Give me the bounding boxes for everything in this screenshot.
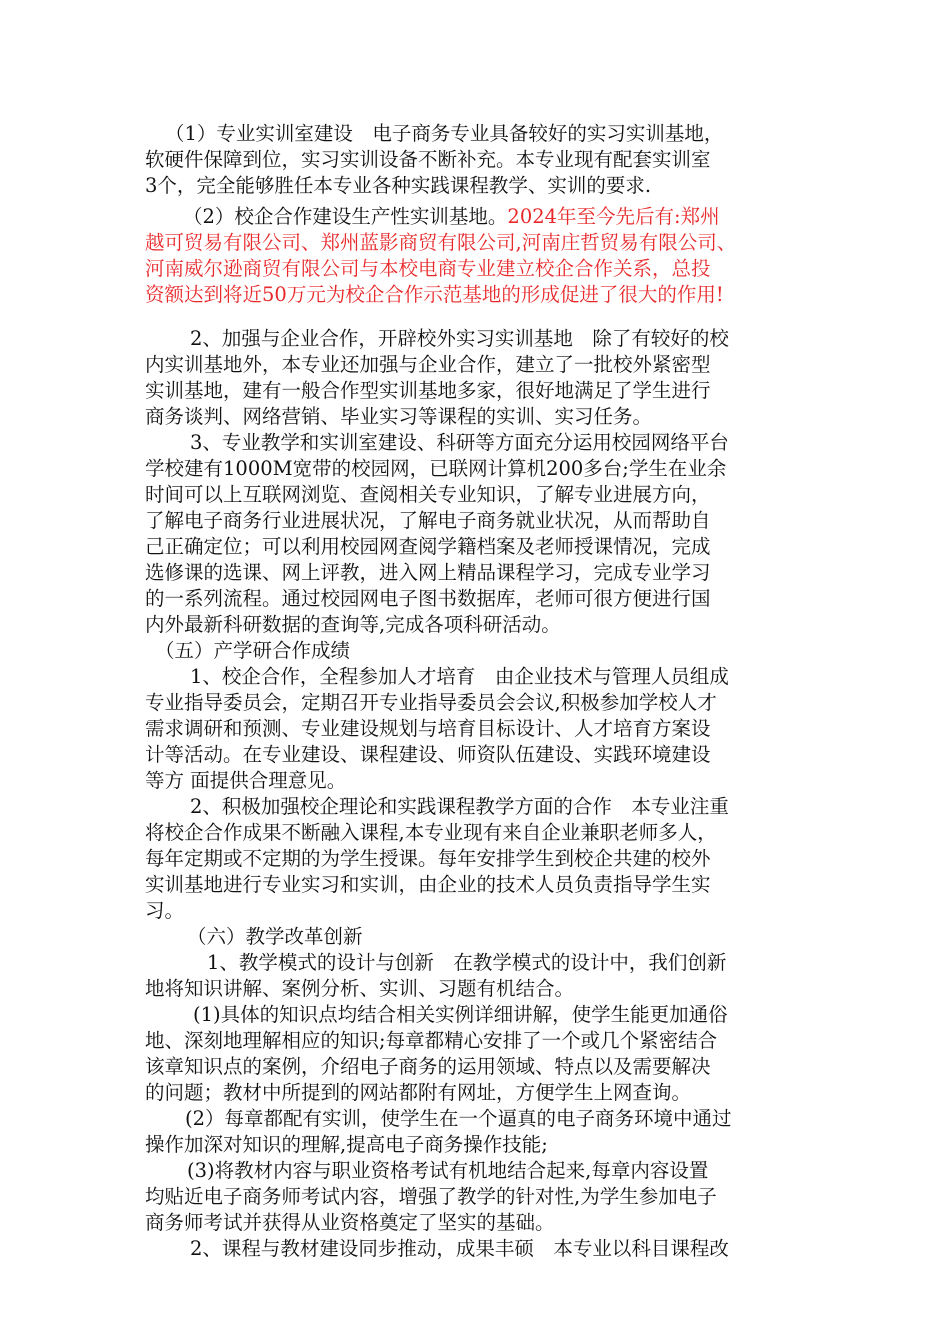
- highlighted-text: 2024年至今先后有:郑州: [507, 205, 720, 228]
- text-line: 操作加深对知识的理解,提高电子商务操作技能;: [145, 1133, 548, 1156]
- text-line: 的问题；教材中所提到的网站都附有网址，方便学生上网查询。: [145, 1081, 692, 1104]
- text-line: （五）产学研合作成绩: [155, 639, 351, 662]
- text-line: 将校企合作成果不断融入课程,本专业现有来自企业兼职老师多人，: [145, 821, 717, 844]
- text-line: 商务师考试并获得从业资格奠定了坚实的基础。: [145, 1211, 555, 1234]
- text-line: 3、专业教学和实训室建设、科研等方面充分运用校园网络平台: [190, 431, 729, 454]
- text-segment: （2）校企合作建设生产性实训基地。: [183, 205, 508, 228]
- text-line: (3)将教材内容与职业资格考试有机地结合起来,每章内容设置: [187, 1159, 709, 1182]
- text-line: 商务谈判、网络营销、毕业实习等课程的实训、实习任务。: [145, 405, 653, 428]
- text-line: 3个，完全能够胜任本专业各种实践课程教学、实训的要求.: [145, 174, 652, 197]
- text-line: [183, 204, 720, 230]
- text-line: 越可贸易有限公司、郑州蓝影商贸有限公司,河南庄哲贸易有限公司、: [145, 231, 737, 254]
- text-line: 2、加强与企业合作，开辟校外实习实训基地 除了有较好的校: [190, 327, 729, 350]
- text-line: 内实训基地外，本专业还加强与企业合作，建立了一批校外紧密型: [145, 353, 711, 376]
- text-line: 时间可以上互联网浏览、查阅相关专业知识，了解专业进展方向，: [145, 483, 711, 506]
- text-line: 1、教学模式的设计与创新 在教学模式的设计中，我们创新: [207, 951, 727, 974]
- text-line: 2、积极加强校企理论和实践课程教学方面的合作 本专业注重: [190, 795, 729, 818]
- text-line: 了解电子商务行业进展状况，了解电子商务就业状况，从而帮助自: [145, 509, 711, 532]
- text-line: 需求调研和预测、专业建设规划与培育目标设计、人才培育方案设: [145, 717, 711, 740]
- text-line: 软硬件保障到位，实习实训设备不断补充。本专业现有配套实训室: [145, 148, 711, 171]
- text-line: 学校建有1000M宽带的校园网，已联网计算机200多台;学生在业余: [145, 457, 727, 480]
- text-line: 1、校企合作，全程参加人才培育 由企业技术与管理人员组成: [190, 665, 729, 688]
- text-line: 习。: [145, 899, 185, 922]
- text-line: 的一系列流程。通过校园网电子图书数据库，老师可很方便进行国: [145, 587, 711, 610]
- text-line: 内外最新科研数据的查询等,完成各项科研活动。: [145, 613, 561, 636]
- text-line: 实训基地进行专业实习和实训，由企业的技术人员负责指导学生实: [145, 873, 711, 896]
- text-line: （1）专业实训室建设 电子商务专业具备较好的实习实训基地，: [165, 122, 724, 145]
- text-line: (2）每章都配有实训，使学生在一个逼真的电子商务环境中通过: [185, 1107, 732, 1130]
- text-line: 选修课的选课、网上评教，进入网上精品课程学习，完成专业学习: [145, 561, 711, 584]
- text-line: 地将知识讲解、案例分析、实训、习题有机结合。: [145, 977, 575, 1000]
- text-line: 该章知识点的案例，介绍电子商务的运用领域、特点以及需要解决: [145, 1055, 711, 1078]
- text-line: 河南威尔逊商贸有限公司与本校电商专业建立校企合作关系，总投: [145, 257, 711, 280]
- text-line: 实训基地，建有一般合作型实训基地多家，很好地满足了学生进行: [145, 379, 711, 402]
- text-line: 计等活动。在专业建设、课程建设、师资队伍建设、实践环境建设: [145, 743, 711, 766]
- text-line: 2、课程与教材建设同步推动，成果丰硕 本专业以科目课程改: [190, 1237, 729, 1260]
- text-line: 等方 面提供合理意见。: [145, 769, 347, 792]
- text-line: 每年定期或不定期的为学生授课。每年安排学生到校企共建的校外: [145, 847, 711, 870]
- text-line: 专业指导委员会，定期召开专业指导委员会会议,积极参加学校人才: [145, 691, 717, 714]
- text-line: 均贴近电子商务师考试内容，增强了教学的针对性,为学生参加电子: [145, 1185, 717, 1208]
- text-line: 地、深刻地理解相应的知识;每章都精心安排了一个或几个紧密结合: [145, 1029, 718, 1052]
- text-line: (1)具体的知识点均结合相关实例详细讲解，使学生能更加通俗: [193, 1003, 728, 1026]
- text-line: 己正确定位；可以利用校园网查阅学籍档案及老师授课情况，完成: [145, 535, 711, 558]
- text-line: （六）教学改革创新: [187, 925, 363, 948]
- text-line: 资额达到将近50万元为校企合作示范基地的形成促进了很大的作用!: [145, 283, 724, 306]
